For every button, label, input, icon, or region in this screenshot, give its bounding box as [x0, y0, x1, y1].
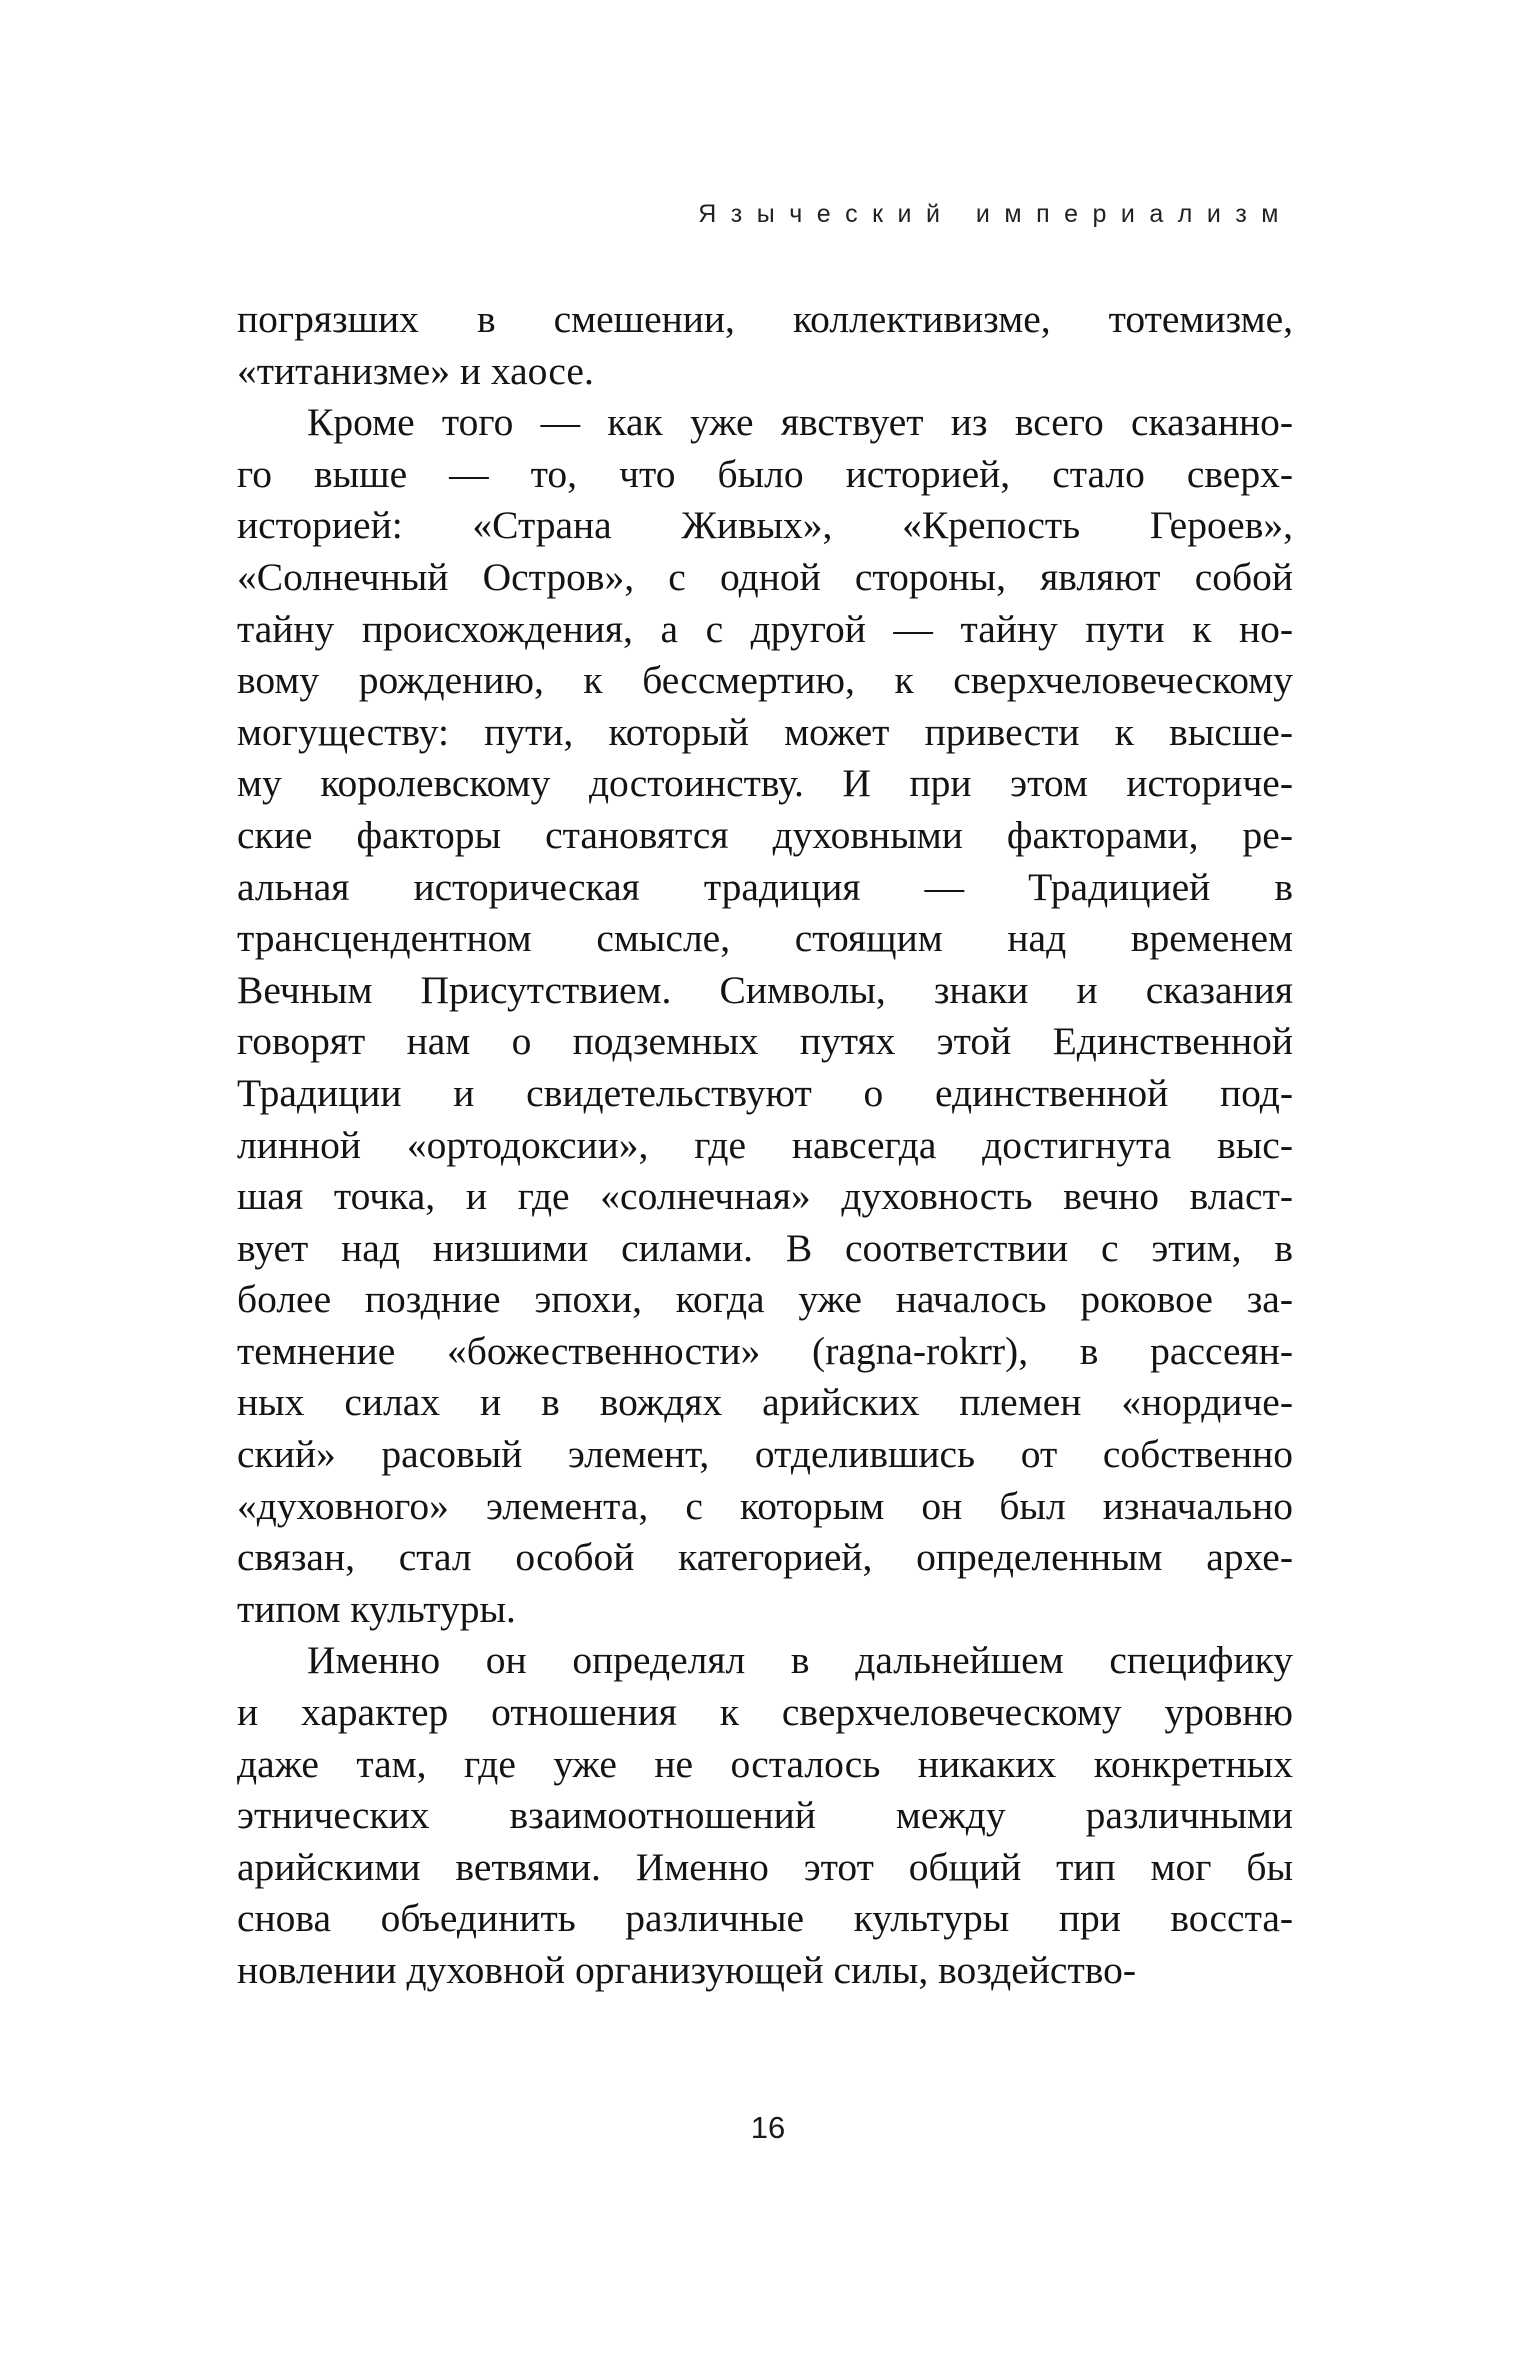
text-line: говорят нам о подземных путях этой Единственной — [237, 1019, 1293, 1064]
text-line: вует над низшими силами. В соответствии с этим, в — [237, 1225, 1293, 1270]
text-line: этнических взаимоотношений между различными — [237, 1793, 1293, 1838]
text-line: Именно он определял в дальнейшем специфику — [307, 1638, 1293, 1683]
text-line: погрязших в смешении, коллективизме, тотемизме, — [237, 297, 1293, 341]
text-line: тайну происхождения, а с другой — тайну пути к но- — [237, 606, 1293, 651]
paragraph-1 — [237, 294, 1293, 397]
text-line: Традиции и свидетельствуют о единственной под- — [237, 1070, 1293, 1115]
text-line: вому рождению, к бессмертию, к сверхчеловеческому — [237, 658, 1293, 703]
text-line: го выше — то, что было историей, стало сверх- — [237, 451, 1293, 496]
text-line: альная историческая традиция — Традицией в — [237, 864, 1293, 909]
running-head: Языческий империализм — [698, 200, 1293, 228]
text-line: снова объединить различные культуры при восста- — [237, 1896, 1293, 1941]
text-line: «Солнечный Остров», с одной стороны, являют собой — [237, 554, 1293, 599]
body-text — [237, 294, 1293, 1997]
text-line: Кроме того — как уже явствует из всего сказанно- — [307, 400, 1293, 445]
page-number: 16 — [750, 2110, 786, 2145]
text-line: могуществу: пути, который может привести к высше- — [237, 709, 1293, 754]
text-line: «титанизме» и хаосе. — [237, 348, 594, 393]
paragraph-3 — [237, 1635, 1293, 1996]
text-line: и характер отношения к сверхчеловеческому уровню — [237, 1690, 1293, 1735]
text-line: типом культуры. — [237, 1586, 516, 1631]
text-line: Вечным Присутствием. Символы, знаки и сказания — [237, 967, 1293, 1012]
text-line: новлении духовной организующей силы, воздейство- — [237, 1948, 1136, 1992]
text-line: темнение «божественности» (ragna-rokrr), в рассеян- — [237, 1328, 1293, 1373]
text-line: ский» расовый элемент, отделившись от собственно — [237, 1432, 1293, 1477]
text-line: более поздние эпохи, когда уже началось роковое за- — [237, 1277, 1293, 1322]
text-line: ские факторы становятся духовными факторами, ре- — [237, 812, 1293, 857]
text-line: историей: «Страна Живых», «Крепость Героев», — [237, 503, 1293, 548]
text-line: линной «ортодоксии», где навсегда достигнута выс- — [237, 1122, 1293, 1167]
text-line: шая точка, и где «солнечная» духовность вечно власт- — [237, 1174, 1293, 1219]
text-line: трансцендентном смысле, стоящим над временем — [237, 916, 1293, 961]
text-line: арийскими ветвями. Именно этот общий тип мог бы — [237, 1844, 1293, 1889]
text-line: му королевскому достоинству. И при этом историче- — [237, 761, 1293, 806]
text-line: даже там, где уже не осталось никаких конкретных — [237, 1741, 1293, 1786]
text-line: «духовного» элемента, с которым он был изначально — [237, 1483, 1293, 1528]
paragraph-2 — [237, 397, 1293, 1635]
text-line: связан, стал особой категорией, определенным архе- — [237, 1535, 1293, 1580]
text-line: ных силах и в вождях арийских племен «нордиче- — [237, 1380, 1293, 1425]
